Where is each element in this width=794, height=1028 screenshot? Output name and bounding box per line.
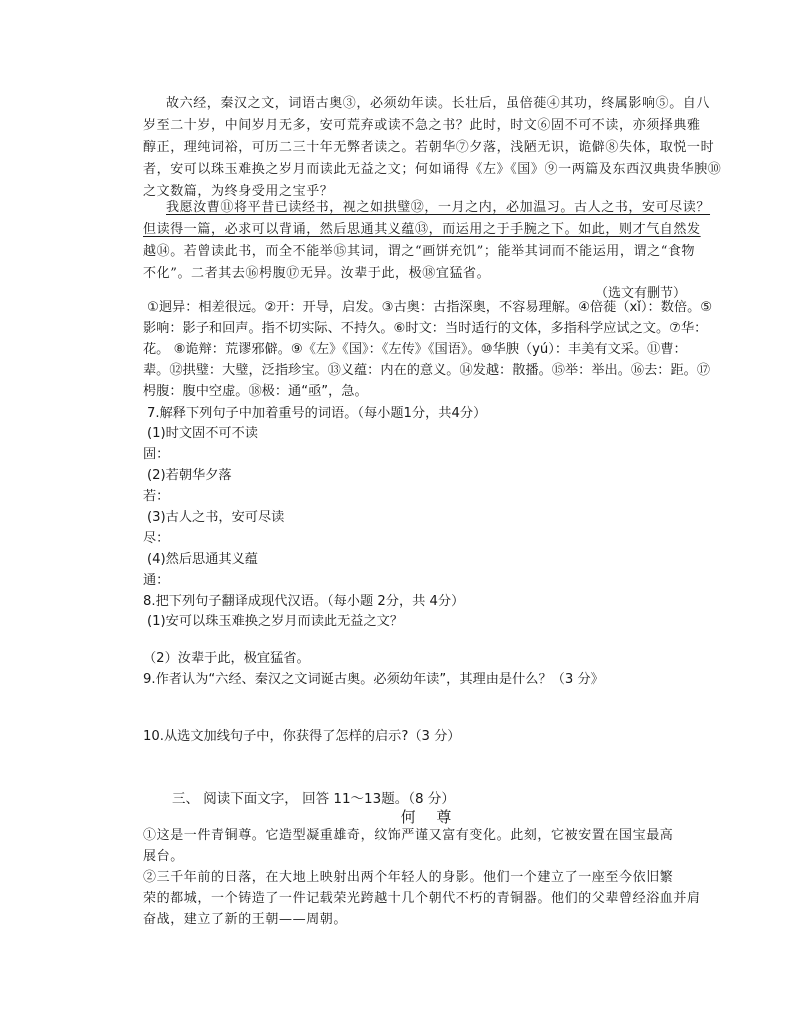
annotation-line: 辈。⑫拱璧：大璧，泛指珍宝。⑬义蕴：内在的意义。⑭发越：散播。⑮举：举出。⑯去：距。⑰ [143,363,711,378]
question-8-title: 8.把下列句子翻译成现代汉语。（每小题 2分，共 4分） [143,594,465,609]
section-3-heading: 三、 阅读下面文字， 回答 11～13题。（8 分） [172,791,455,807]
passage-line: 但读得一篇，必求可以背诵，然后思通其义蕴⑬，而运用之于手腕之下。如此，则才气自然发 [143,222,701,237]
question-7-item-3: (3)古人之书，安可尽读 [147,510,285,525]
question-7-item-4: (4)然后思通其义蕴 [147,552,258,567]
article-line: 荣的都城，一个铸造了一件记载荣光跨越十几个朝代不朽的青铜器。他们的父辈曾经浴血并肩 [143,891,701,906]
question-7-item-1: (1)时文固不可不读 [147,426,258,441]
question-7-answer-label-3: 尽： [143,531,170,546]
article-line: 展台。 [143,849,184,864]
article-line: ②三千年前的日落，在大地上映射出两个年轻人的身影。他们一个建立了一座至今依旧繁 [143,870,674,885]
question-7-answer-label-2: 若： [143,489,170,504]
question-7-item-2: (2)若朝华夕落 [147,468,232,483]
annotation-line: 花。 ⑧诡辩：荒谬邪僻。⑨《左》《国》：《左传》《国语》。⑩华腴（yú）：丰美有文采。⑪曹： [143,342,687,357]
passage-line: 醇正，理纯词裕，可历二三十年无弊者读之。若朝华⑦夕落，浅陋无识，诡僻⑧失体，取悦一时 [143,140,715,155]
question-8-item-2: （2）汝辈于此，极宜猛省。 [143,651,310,666]
passage-line: 我愿汝曹⑪将平昔已读经书，视之如拱璧⑫，一月之内，必加温习。古人之书，安可尽读？ [166,200,711,215]
passage-line: 者，安可以珠玉难换之岁月而读此无益之文；何如诵得《左》《国》⑨一两篇及东西汉典贵华腴⑩ [143,162,722,177]
passage-line: 岁至二十岁，中间岁月无多，安可荒弃或读不急之书？此时，时文⑥固不可不读，亦须择典雅 [143,118,701,133]
question-10: 10.从选文加线句子中，你获得了怎样的启示?（3 分） [143,729,461,744]
source-note: （选文有删节） [594,286,686,301]
question-9: 9.作者认为“六经、秦汉之文词诞古奥。必须幼年读”，其理由是什么？（3 分》 [143,672,604,687]
question-7-answer-label-1: 固： [143,447,170,462]
article-title: 何 尊 [400,808,460,826]
passage-line: 故六经，秦汉之文，词语古奥③，必须幼年读。长壮后，虽倍蓰④其功，终属影响⑤。自八 [166,96,711,111]
annotation-line: ①迥异：相差很远。②开：开导，启发。③古奥：古指深奥，不容易理解。④倍蓰（xǐ）：数倍。⑤ [147,300,713,315]
question-7-title: 7.解释下列句子中加着重号的词语。（每小题1分，共4分） [147,406,487,421]
question-7-answer-label-4: 通： [143,573,170,588]
article-line: 奋战，建立了新的王朝——周朝。 [143,912,348,927]
annotation-line: 影响：影子和回声。指不切实际、不持久。⑥时文：当时适行的文体，多指科学应试之文。⑦华： [143,321,708,336]
passage-line: 越⑭。若曾读此书，而全不能举⑮其词，谓之“画饼充饥”；能举其词而不能运用，谓之“食物 [143,244,696,259]
article-line: ①这是一件青铜尊。它造型凝重雄奇，纹饰严谨又富有变化。此刻，它被安置在国宝最高 [143,828,674,843]
passage-line: 不化”。二者其去⑯枵腹⑰无异。汝辈于此，极⑱宜猛省。 [143,266,491,281]
question-8-item-1: (1)安可以珠玉难换之岁月而读此无益之文？ [147,614,404,629]
annotation-line: 枵腹：腹中空虚。⑱极：通“亟”，急。 [143,384,368,399]
passage-line: 之文数篇，为终身受用之宝乎？ [143,184,334,199]
